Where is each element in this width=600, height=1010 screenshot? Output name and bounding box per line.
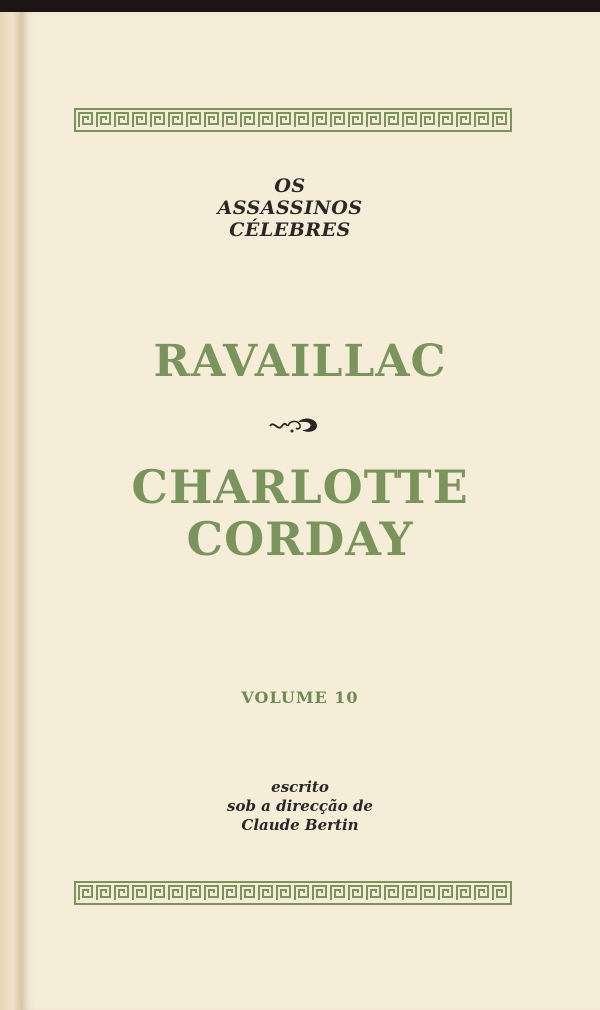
greek-key-border-bottom (74, 881, 512, 905)
title-corday: CORDAY (186, 512, 414, 566)
series-line-2: ASSASSINOS (217, 197, 363, 219)
book-top-edge (0, 0, 600, 12)
credit-line-1: escrito (271, 778, 329, 796)
fleuron-ornament-icon (268, 414, 320, 438)
credit-author: Claude Bertin (241, 816, 359, 834)
series-line-3: CÉLEBRES (229, 219, 351, 241)
series-line-1: OS (274, 175, 306, 197)
credit-block (150, 778, 450, 835)
greek-key-border-top (74, 108, 512, 132)
title-charlotte: CHARLOTTE (131, 460, 469, 514)
credit-line-2: sob a direcção de (227, 797, 373, 815)
title-ravaillac: RAVAILLAC (153, 336, 447, 387)
series-name (180, 175, 400, 241)
volume-number: VOLUME 10 (241, 688, 359, 707)
page-gutter (0, 12, 22, 1010)
